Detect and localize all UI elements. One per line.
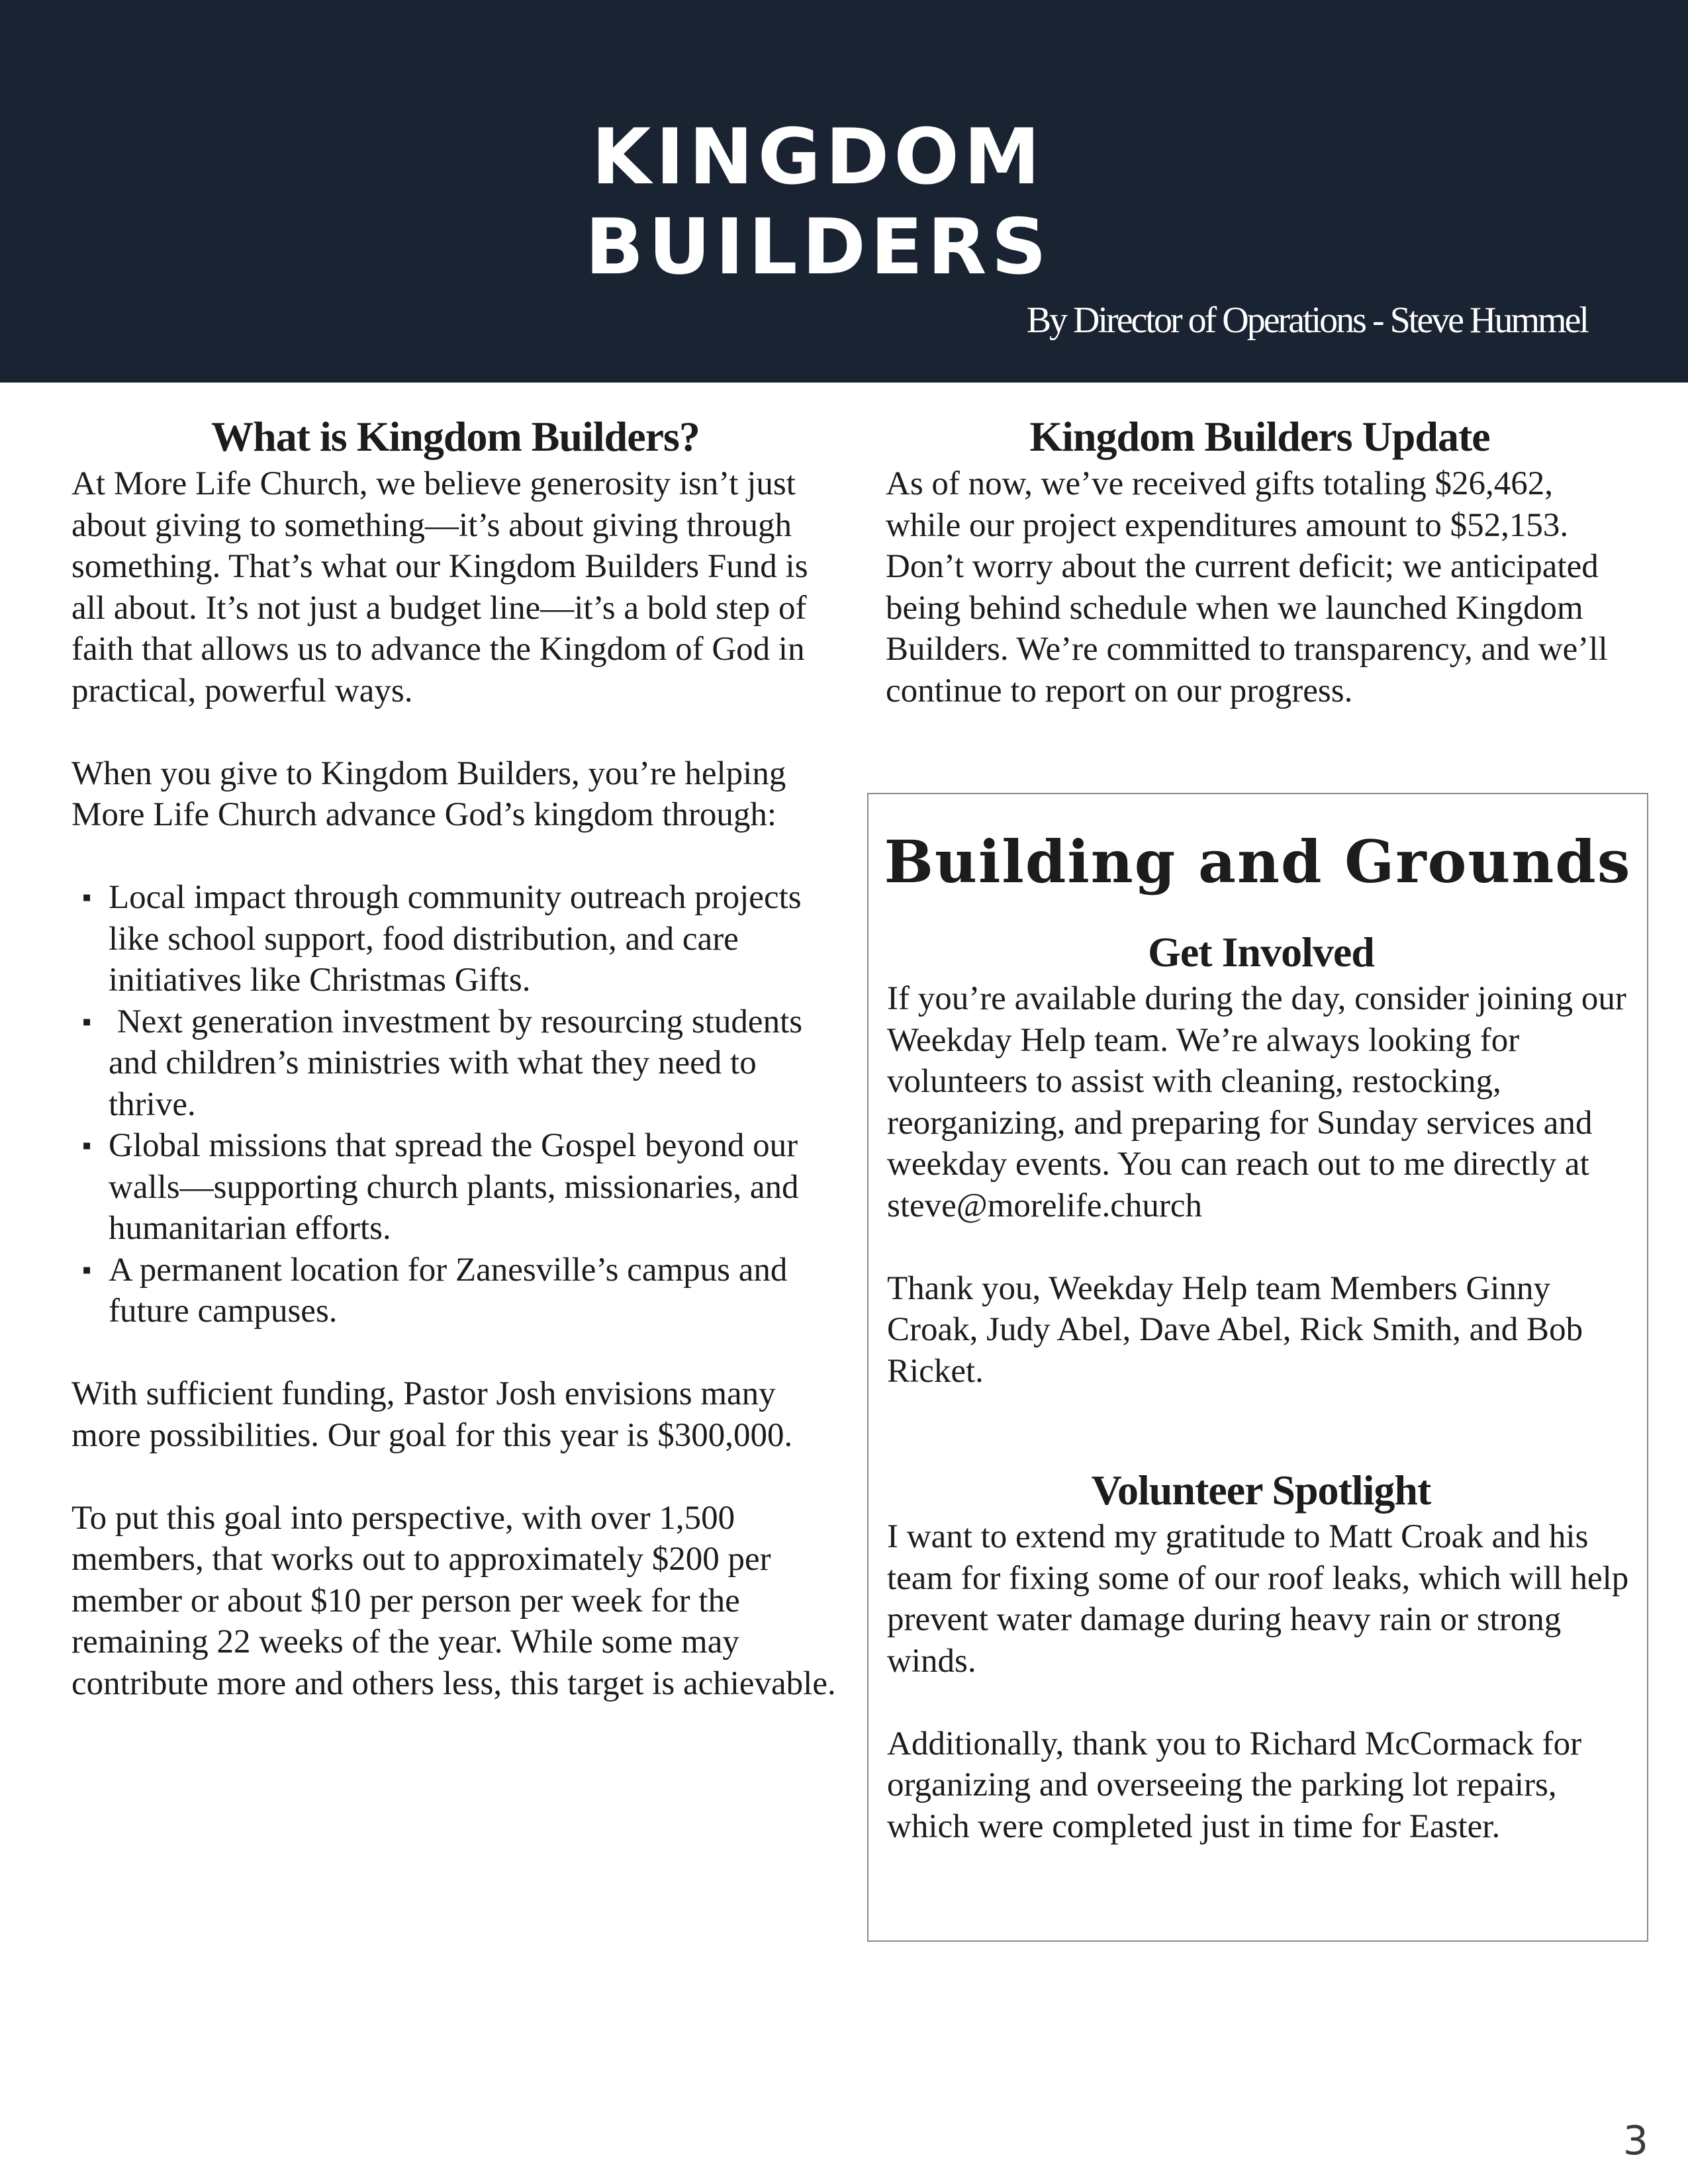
list-item-text: Next generation investment by resourcing students and children’s ministries with what they need to thrive. <box>109 1003 811 1123</box>
thanks-paragraph: Thank you, Weekday Help team Members Ginny Croak, Judy Abel, Dave Abel, Rick Smith, and Bob Ricket. <box>887 1269 1583 1390</box>
get-involved-paragraph: If you’re available during the day, consider joining our Weekday Help team. We’re always looking for volunteers to assist with cleaning, restocking, reorganizing, and preparing for Sunday services and weekday events. You can reach out to me directly at steve@morelife.church <box>887 980 1626 1224</box>
get-involved-heading: Get Involved <box>1148 929 1374 976</box>
bullet-icon: ▪ <box>82 1130 92 1160</box>
giving-list <box>71 877 839 1332</box>
intro-paragraph: At More Life Church, we believe generosity isn’t just about giving to something—it’s about giving through something. That’s what our Kingdom Builders Fund is all about. It’s not just a budget line—it’s a bold step of faith that allows us to advance the Kingdom of God in practical, powerful ways. <box>71 465 808 709</box>
update-heading: Kingdom Builders Update <box>1029 413 1490 460</box>
bullet-icon: ▪ <box>82 1006 92 1036</box>
page-title-line-2: BUILDERS <box>585 203 1052 292</box>
building-grounds-box <box>867 793 1648 1942</box>
page-title <box>0 113 1636 293</box>
list-item <box>71 1001 839 1126</box>
what-is-heading: What is Kingdom Builders? <box>211 413 700 460</box>
spotlight-paragraph-1: I want to extend my gratitude to Matt Croak and his team for fixing some of our roof leaks, which will help prevent water damage during heavy rain or strong winds. <box>887 1518 1629 1680</box>
bullet-icon: ▪ <box>82 1254 92 1285</box>
lead-paragraph: When you give to Kingdom Builders, you’re helping More Life Church advance God’s kingdom through: <box>71 754 786 833</box>
update-column <box>886 410 1634 711</box>
page-number: 3 <box>1622 2118 1648 2164</box>
list-item-text: A permanent location for Zanesville’s campus and future campuses. <box>109 1251 788 1330</box>
list-item <box>71 1125 839 1250</box>
update-paragraph: As of now, we’ve received gifts totaling $26,462, while our project expenditures amount to $52,153. Don’t worry about the current deficit; we anticipated being behind schedule when we launched Kingdom Builders. We’re committed to transparency, and we’ll continue to report on our progress. <box>886 465 1608 709</box>
list-item-text: Local impact through community outreach projects like school support, food distribution, and care initiatives like Christmas Gifts. <box>109 879 802 999</box>
left-column <box>71 410 839 1704</box>
author-byline: By Director of Operations - Steve Hummel <box>1026 300 1587 341</box>
list-item <box>71 1250 839 1332</box>
list-item <box>71 877 839 1001</box>
page-header <box>0 0 1688 383</box>
building-grounds-content <box>887 927 1635 1847</box>
page-title-line-1: KINGDOM <box>591 113 1045 202</box>
spotlight-paragraph-2: Additionally, thank you to Richard McCormack for organizing and overseeing the parking lot repairs, which were completed just in time for Easter. <box>887 1725 1582 1845</box>
perspective-paragraph: To put this goal into perspective, with over 1,500 members, that works out to approximately $200 per member or about $10 per person per week for the remaining 22 weeks of the year. While some may contribute more and others less, this target is achievable. <box>71 1499 836 1702</box>
volunteer-spotlight-heading: Volunteer Spotlight <box>1091 1467 1431 1514</box>
bullet-icon: ▪ <box>82 882 92 912</box>
building-grounds-title: Building and Grounds <box>884 827 1632 896</box>
list-item-text: Global missions that spread the Gospel beyond our walls—supporting church plants, missionaries, and humanitarian efforts. <box>109 1127 799 1247</box>
goal-paragraph: With sufficient funding, Pastor Josh envisions many more possibilities. Our goal for this year is $300,000. <box>71 1375 793 1454</box>
